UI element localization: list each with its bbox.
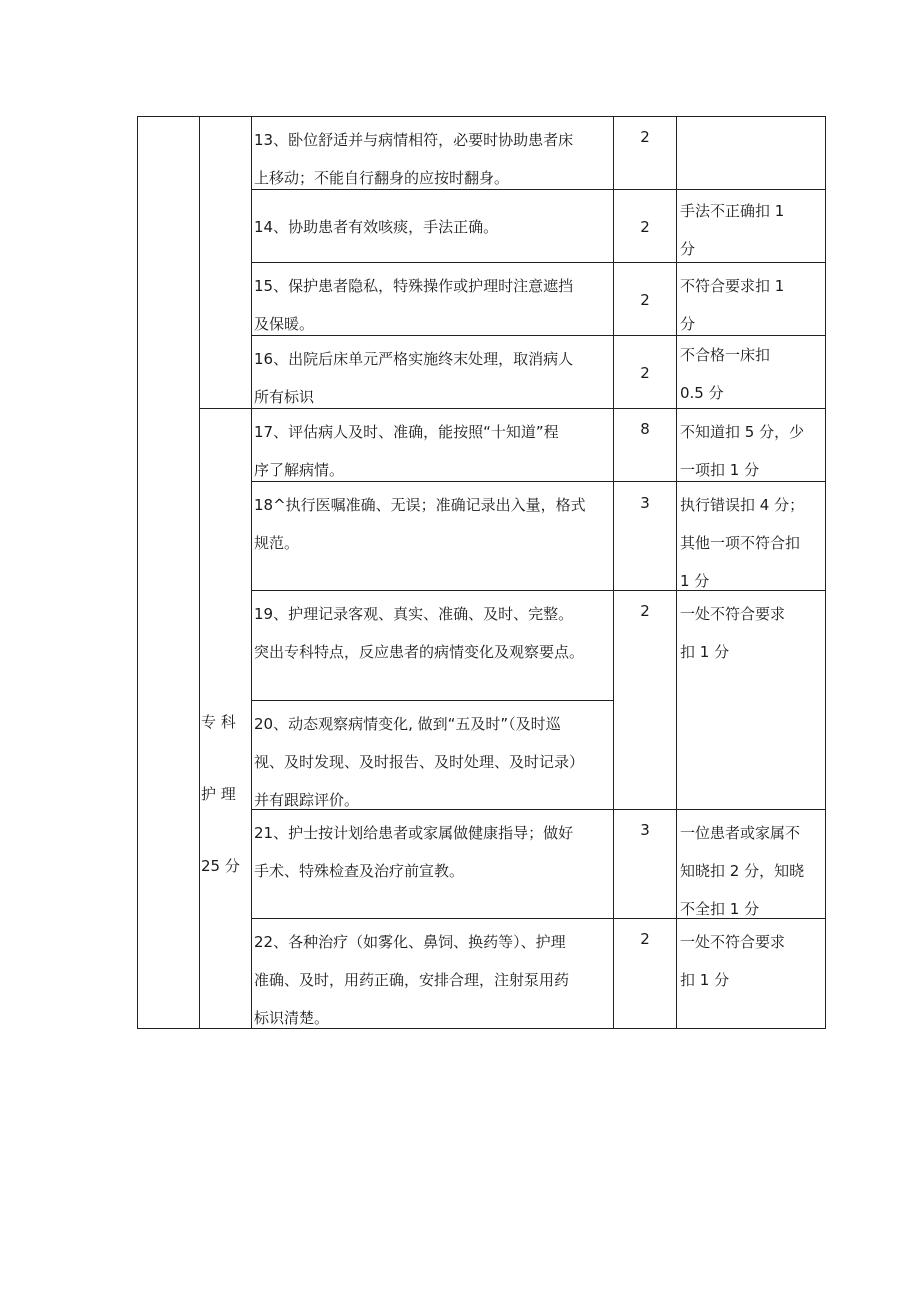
deduction-text: 不符合要求扣 1 分 — [680, 277, 785, 333]
table-divider — [676, 116, 677, 1029]
item-text: 20、动态观察病情变化, 做到“五及时”（及时巡 视、及时发现、及时报告、及时处理、及时记录） 并有跟踪评价。 — [254, 715, 585, 809]
item-text: 21、护士按计划给患者或家属做健康指导；做好 手术、特殊检查及治疗前宣教。 — [254, 824, 574, 880]
score-value: 3 — [640, 494, 650, 512]
item-text: 16、出院后床单元严格实施终末处理，取消病人 所有标识 — [254, 350, 574, 406]
deduction-text: 一处不符合要求 扣 1 分 — [680, 933, 786, 989]
table-border-top — [137, 116, 826, 117]
score-value: 2 — [640, 218, 650, 236]
score-value: 2 — [640, 128, 650, 146]
item-text: 13、卧位舒适并与病情相符，必要时协助患者床 上移动；不能自行翻身的应按时翻身。 — [254, 131, 574, 187]
item-text: 22、各种治疗（如雾化、鼻饲、换药等）、护理 准确、及时，用药正确，安排合理，注射泵用药 标识清楚。 — [254, 933, 570, 1027]
score-value: 2 — [640, 930, 650, 948]
item-text: 17、评估病人及时、准确，能按照“十知道”程 序了解病情。 — [254, 423, 559, 479]
item-text: 18^执行医嘱准确、无误；准确记录出入量，格式 规范。 — [254, 496, 586, 552]
table-border-left — [137, 116, 138, 1029]
table-divider — [199, 116, 200, 1029]
deduction-text: 手法不正确扣 1 分 — [680, 202, 785, 258]
score-value: 8 — [640, 420, 650, 438]
score-value: 2 — [640, 364, 650, 382]
category-line: 护 理 — [201, 785, 236, 803]
deduction-text: 一处不符合要求 扣 1 分 — [680, 605, 786, 661]
table-border-right — [825, 116, 826, 1029]
row-divider — [251, 700, 613, 701]
item-text: 14、协助患者有效咳痰，手法正确。 — [254, 218, 499, 236]
deduction-text: 不合格一床扣 0.5 分 — [680, 346, 771, 402]
deduction-text: 不知道扣 5 分，少 一项扣 1 分 — [680, 423, 805, 479]
score-value: 3 — [640, 821, 650, 839]
item-text: 19、护理记录客观、真实、准确、及时、完整。 突出专科特点，反应患者的病情变化及观察要点。 — [254, 605, 585, 661]
score-value: 2 — [640, 602, 650, 620]
item-text: 15、保护患者隐私，特殊操作或护理时注意遮挡 及保暖。 — [254, 277, 574, 333]
deduction-text: 一位患者或家属不 知晓扣 2 分，知晓 不全扣 1 分 — [680, 824, 805, 918]
category-line: 25 分 — [201, 857, 240, 875]
score-value: 2 — [640, 291, 650, 309]
category-line: 专 科 — [201, 713, 236, 731]
category-label — [201, 668, 253, 920]
table-divider — [613, 116, 614, 1029]
deduction-text: 执行错误扣 4 分； 其他一项不符合扣 1 分 — [680, 496, 805, 590]
